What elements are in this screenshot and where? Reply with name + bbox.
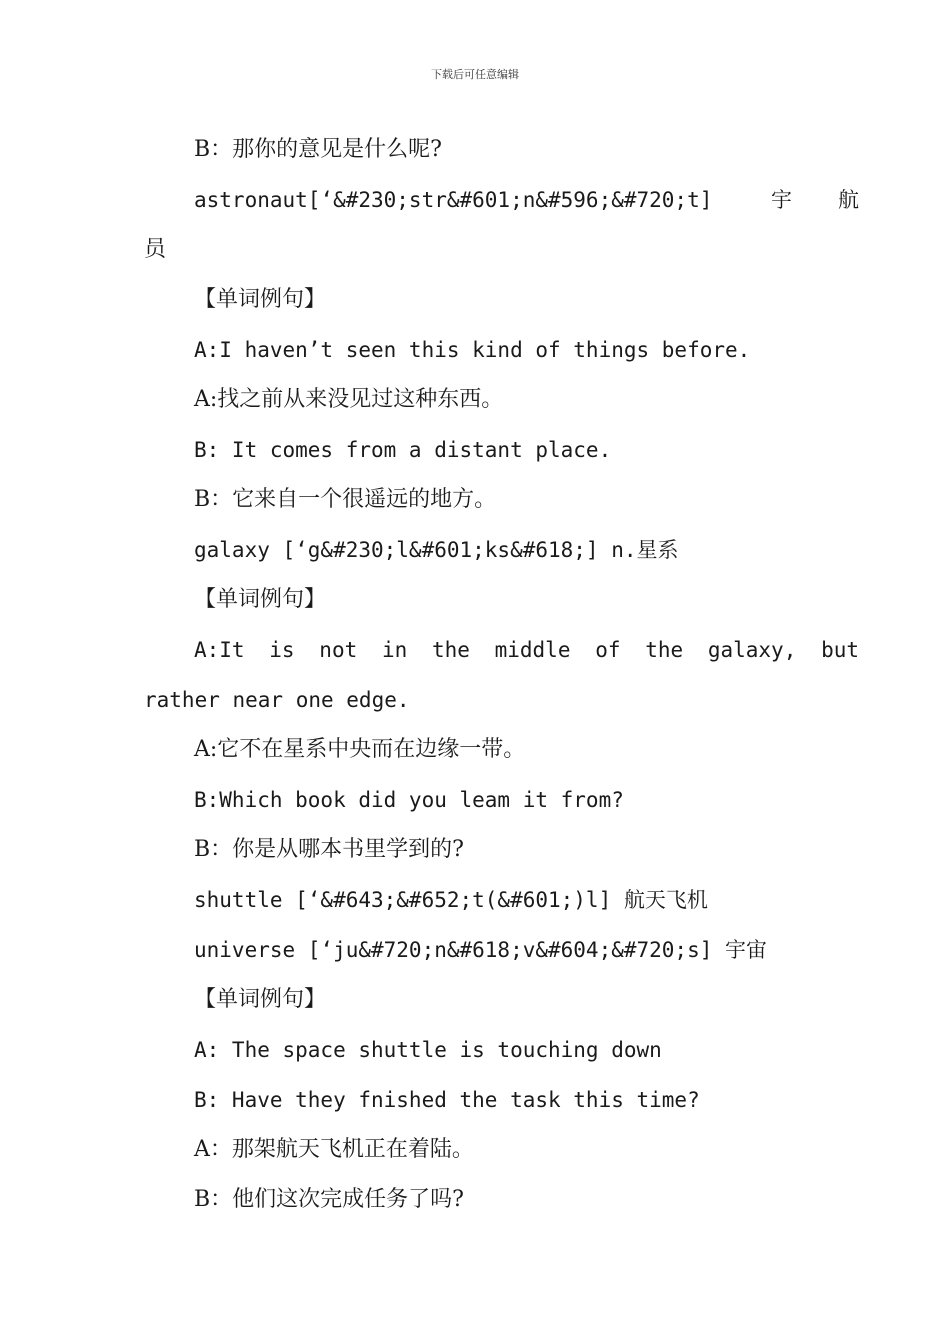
text-line: rather near one edge. — [144, 688, 410, 712]
section-heading: 【单词例句】 — [194, 587, 327, 612]
text-line: shuttle [‘&#643;&#652;t(&#601;)l] 航天飞机 — [194, 888, 708, 912]
section-heading: 【单词例句】 — [194, 287, 327, 312]
text-line: A:It is not in the middle of the galaxy, but — [194, 638, 859, 662]
text-line: B：它来自一个很遥远的地方。 — [194, 487, 497, 512]
text-line: astronaut[‘&#230;str&#601;n&#596;&#720;t] 宇航 — [194, 188, 859, 212]
text-line: B：他们这次完成任务了吗? — [194, 1187, 464, 1212]
text-line: B: It comes from a distant place. — [194, 438, 612, 462]
text-line: A:它不在星系中央而在边缘一带。 — [194, 737, 526, 762]
text-line: A：那架航天飞机正在着陆。 — [194, 1137, 474, 1162]
text-line: B:Which book did you leam it from? — [194, 788, 624, 812]
text-line: 员 — [144, 237, 167, 262]
text-line: galaxy [‘g&#230;l&#601;ks&#618;] n.星系 — [194, 538, 679, 562]
section-heading: 【单词例句】 — [194, 987, 327, 1012]
text-line: A:I haven’t seen this kind of things before. — [194, 338, 751, 362]
text-line: B：你是从哪本书里学到的? — [194, 837, 464, 862]
page-header: 下载后可任意编辑 — [431, 68, 519, 81]
text-line: A: The space shuttle is touching down — [194, 1038, 662, 1062]
text-line: A:找之前从来没见过这种东西。 — [194, 387, 504, 412]
text-line: B: Have they fnished the task this time? — [194, 1088, 700, 1112]
text-line: universe [‘ju&#720;n&#618;v&#604;&#720;s] 宇宙 — [194, 938, 768, 962]
text-line: B：那你的意见是什么呢? — [194, 137, 442, 162]
